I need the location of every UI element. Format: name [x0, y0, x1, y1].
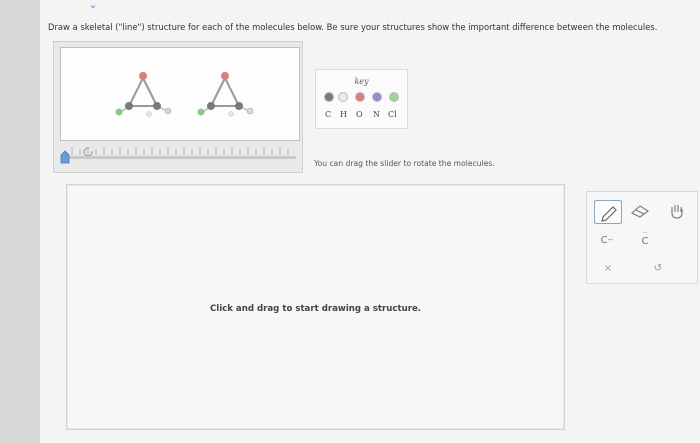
carbanion-label: C — [600, 234, 608, 246]
key-label-nitrogen: N — [373, 110, 380, 119]
key-label-oxygen: O — [356, 110, 363, 119]
question-instructions: Draw a skeletal ("line") structure for each of the molecules below. Be sure your structures show the important difference between the molecules. — [48, 22, 658, 32]
molecule-display — [60, 47, 300, 141]
key-dot-chlorine — [389, 92, 399, 102]
carbanion-tool-button[interactable] — [597, 232, 617, 248]
lone-pair-tool-button[interactable] — [635, 228, 655, 248]
pencil-icon — [595, 201, 621, 223]
chevron-down-icon[interactable]: ⌄ — [88, 0, 98, 11]
color-key — [315, 69, 408, 129]
lone-pair-label: C — [641, 235, 649, 247]
slider-thumb[interactable] — [60, 149, 70, 163]
key-dot-carbon — [324, 92, 334, 102]
drawing-canvas[interactable] — [66, 184, 565, 430]
clear-button[interactable]: × — [603, 262, 613, 274]
key-dot-hydrogen — [338, 92, 348, 102]
eraser-tool-button[interactable] — [627, 202, 653, 220]
undo-button[interactable]: ↺ — [653, 262, 663, 274]
key-labels — [316, 110, 407, 122]
key-dots — [316, 92, 407, 102]
key-dot-nitrogen — [372, 92, 382, 102]
key-title: key — [354, 77, 369, 86]
molecule-2 — [198, 72, 254, 117]
rotation-slider[interactable] — [58, 143, 298, 165]
eraser-icon — [627, 202, 653, 220]
key-dot-oxygen — [355, 92, 365, 102]
slider-track — [64, 156, 296, 159]
drawing-toolbox — [586, 191, 698, 284]
canvas-hint: Click and drag to start drawing a structure. — [209, 304, 422, 314]
carbanion-sup: − — [607, 236, 614, 244]
lone-pair-dots: ·· — [642, 228, 648, 237]
key-label-hydrogen: H — [340, 110, 347, 119]
molecule-viewer — [53, 41, 303, 173]
hand-icon — [665, 201, 689, 221]
left-rail — [0, 0, 40, 443]
molecules-3d-view — [61, 48, 299, 140]
key-label-chlorine: Cl — [388, 110, 397, 119]
slider-ticks — [58, 143, 298, 165]
hand-tool-button[interactable] — [665, 201, 689, 221]
molecule-1 — [116, 72, 172, 117]
pencil-tool-button[interactable] — [594, 200, 622, 224]
slider-hint: You can drag the slider to rotate the molecules. — [314, 159, 495, 168]
key-label-carbon: C — [325, 110, 332, 119]
